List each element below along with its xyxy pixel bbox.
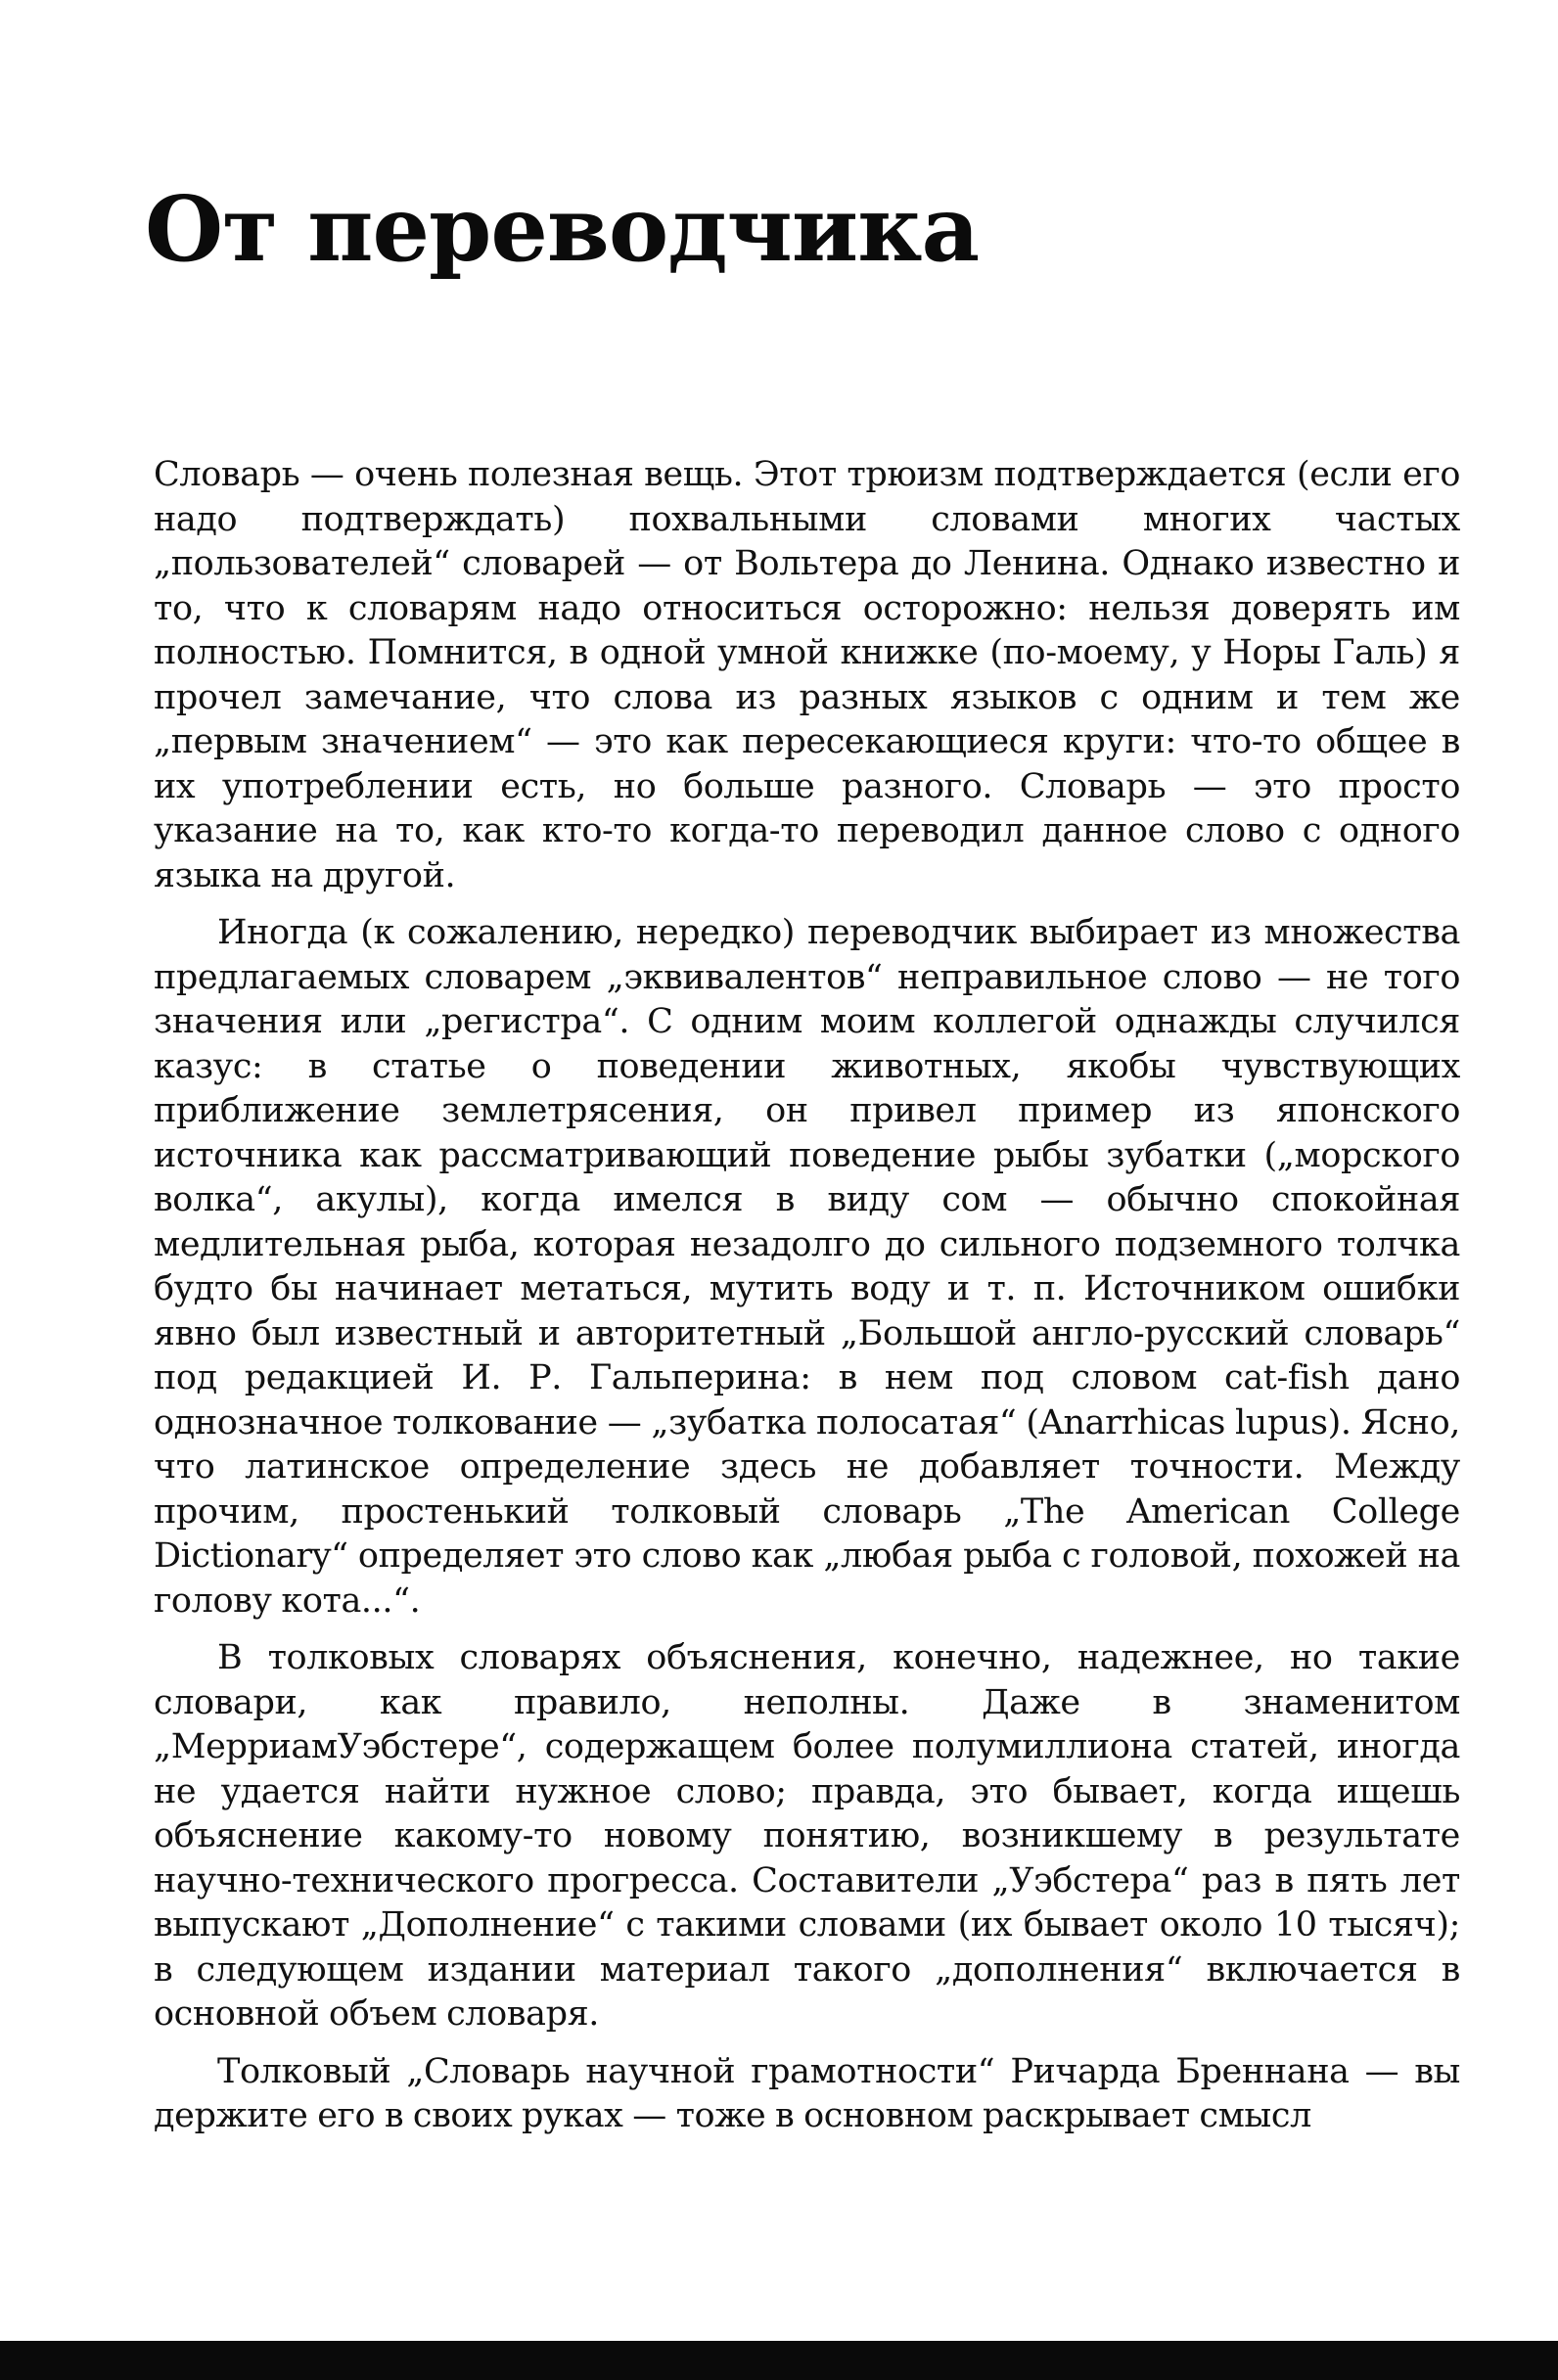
paragraph-4: Толковый „Словарь научной грамотности“ Ричарда Бреннана — вы держите его в своих руках — тоже в основном раскрывает смысл bbox=[154, 2051, 1460, 2135]
body-text bbox=[154, 453, 1460, 2139]
paragraph-3: В толковых словарях объяснения, конечно, надежнее, но такие словари, как правило, неполны. Даже в знаменитом „МерриамУэбстере“, содержащем более полумиллиона статей, иногда не удается найти нужное слово; правда, это бывает, когда ищешь объяснение какому-то новому понятию, возникшему в результате научно-технического прогресса. Составители „Уэбстера“ раз в пять лет выпускают „Дополнение“ с такими словами (их бывает около 10 тысяч); в следующем издании материал такого „дополнения“ включается в основной объем словаря. bbox=[154, 1638, 1460, 2034]
page-title: От переводчика bbox=[145, 176, 980, 282]
scan-bottom-edge bbox=[0, 2341, 1558, 2380]
paragraph-2: Иногда (к сожалению, нередко) переводчик выбирает из множества предлагаемых словарем „эквивалентов“ неправильное слово — не того значения или „регистра“. С одним моим коллегой однажды случился казус: в статье о поведении животных, якобы чувствующих приближение землетрясения, он привел пример из японского источника как рассматривающий поведение рыбы зубатки („морского волка“, акулы), когда имелся в виду сом — обычно спокойная медлительная рыба, которая незадолго до сильного подземного толчка будто бы начинает метаться, мутить воду и т. п. Источником ошибки явно был известный и авторитетный „Большой англо-русский словарь“ под редакцией И. Р. Гальперина: в нем под словом cat-fish дано однозначное толкование — „зубатка полосатая“ (Anarrhicas lupus). Ясно, что латинское определение здесь не добавляет точности. Между прочим, простенький толковый словарь „The American College Dictionary“ определяет это слово как „любая рыба с головой, похожей на голову кота...“. bbox=[154, 913, 1460, 1621]
paragraph-1: Словарь — очень полезная вещь. Этот трюизм подтверждается (если его надо подтверждать) похвальными словами многих частых „пользователей“ словарей — от Вольтера до Ленина. Однако известно и то, что к словарям надо относиться осторожно: нельзя доверять им полностью. Помнится, в одной умной книжке (по-моему, у Норы Галь) я прочел замечание, что слова из разных языков с одним и тем же „первым значением“ — это как пересекающиеся круги: что-то общее в их употреблении есть, но больше разного. Словарь — это просто указание на то, как кто-то когда-то переводил данное слово с одного языка на другой. bbox=[154, 455, 1460, 895]
